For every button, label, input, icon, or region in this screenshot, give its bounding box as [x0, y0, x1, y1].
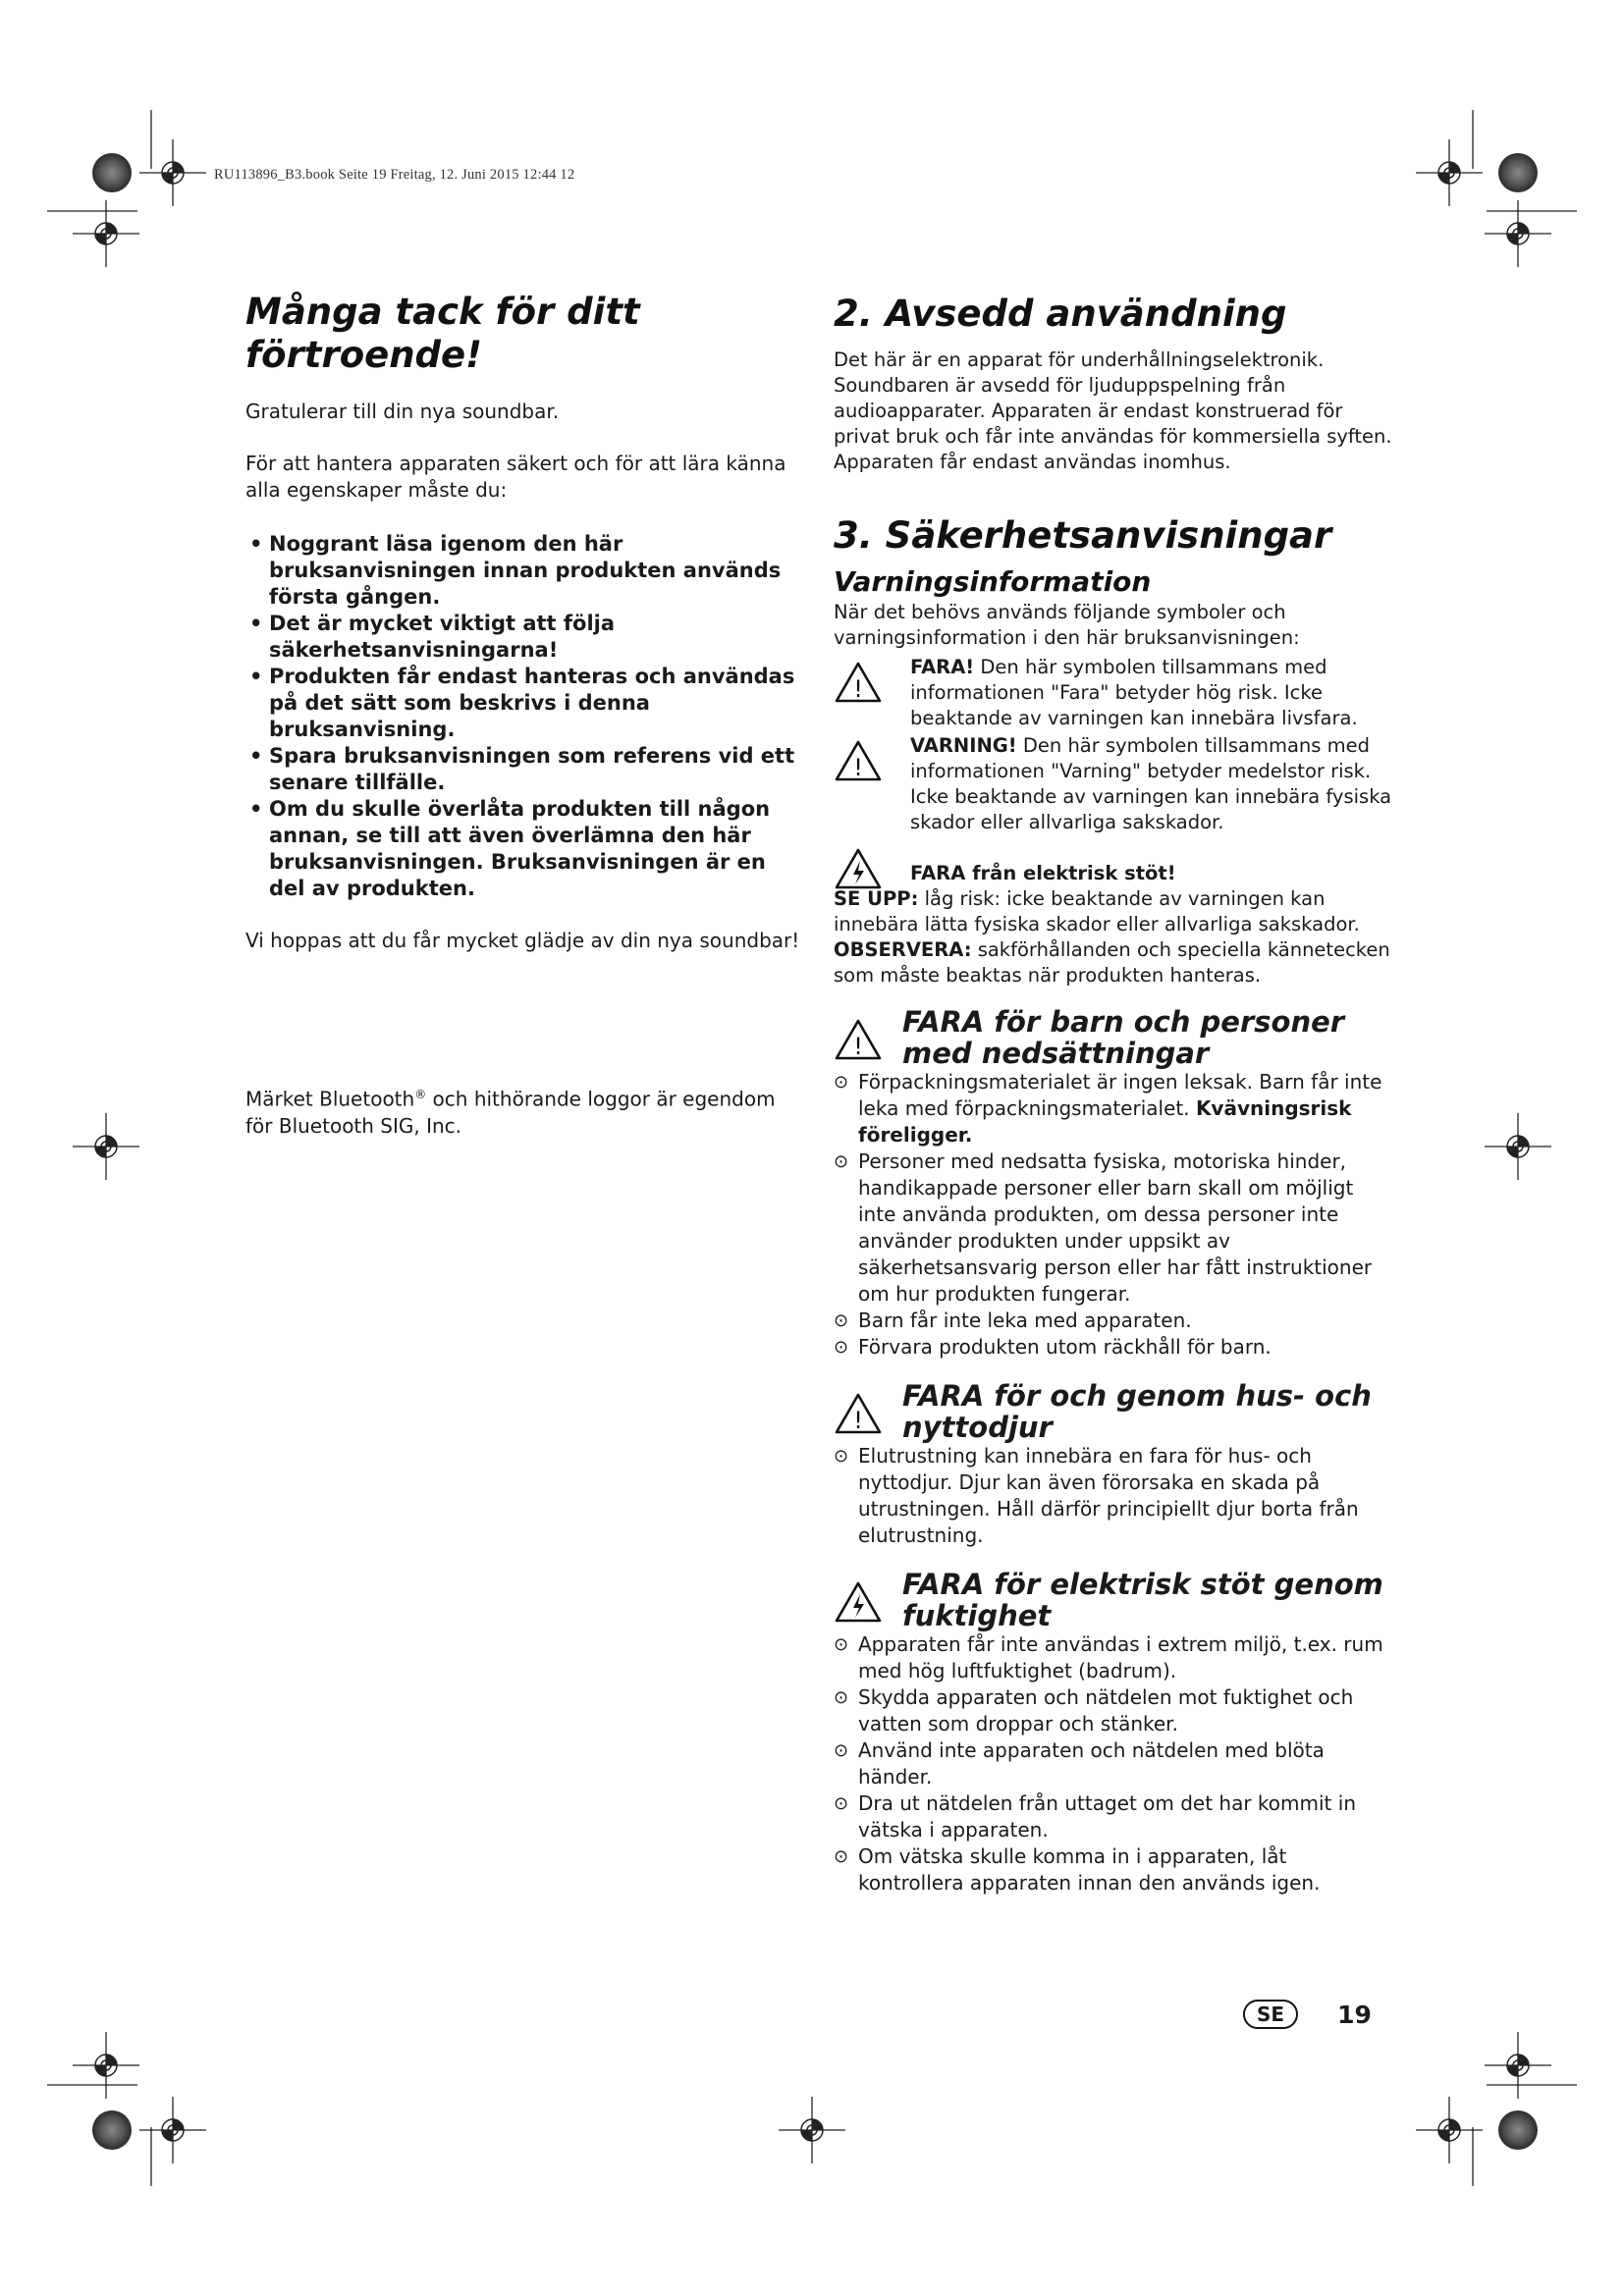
danger-label: FARA! — [910, 656, 975, 678]
trademark-text-start: Märket Bluetooth — [245, 1087, 415, 1111]
animals-hazard-heading — [834, 1380, 1395, 1443]
section-3-title: 3. Säkerhetsanvisningar — [834, 514, 1332, 557]
danger-definition — [834, 655, 1395, 731]
warning-info-intro: När det behövs används följande symboler och varningsinformation i den här bruksanvisningen: — [834, 601, 1300, 649]
svg-text:!: ! — [853, 1407, 863, 1434]
moisture-hazard-title: FARA för elektrisk stöt genom fuktighet — [902, 1568, 1383, 1632]
list-item: • Det är mycket viktigt att följa säkerhetsanvisningarna! — [245, 611, 805, 664]
animals-hazard-title: FARA för och genom hus- och nyttodjur — [902, 1379, 1372, 1444]
note-definition — [834, 937, 1395, 988]
trademark-notice — [245, 1082, 805, 1140]
moisture-hazard-list — [834, 1631, 1395, 1896]
caution-label: SE UPP: — [834, 887, 919, 910]
list-item-text: Förpackningsmaterialet är ingen leksak. Barn får inte leka med förpackningsmaterialet. — [858, 1070, 1382, 1120]
instructions-list — [245, 531, 805, 902]
intro-paragraph: Gratulerar till din nya soundbar. — [245, 400, 560, 423]
right-column — [834, 293, 1395, 1896]
print-header-info: RU113896_B3.book Seite 19 Freitag, 12. Juni 2015 12:44 12 — [214, 167, 575, 183]
registered-symbol: ® — [414, 1088, 427, 1101]
list-item: ⊙ Personer med nedsatta fysiska, motoriska hinder, handikappade personer eller barn skall om möjligt inte använda produkten, om dessa personer inte använder produkten under uppsikt av säkerhetsansvarig person eller har fått instruktioner om hur produkten fungerar. — [834, 1148, 1395, 1308]
language-badge: SE — [1243, 2000, 1298, 2029]
warning-info-heading: Varningsinformation — [834, 565, 1152, 598]
note-text: sakförhållanden och speciella kännetecken som måste beaktas när produkten hanteras. — [834, 938, 1390, 987]
page-title: Många tack för ditt förtroende! — [245, 291, 640, 376]
list-item: • Spara bruksanvisningen som referens vid ett senare tillfälle. — [245, 743, 805, 796]
warning-triangle-icon — [834, 661, 883, 704]
children-hazard-title: FARA för barn och personer med nedsättningar — [902, 1005, 1345, 1070]
section-2-text: Det här är en apparat för underhållningselektronik. Soundbaren är avsedd för ljuduppspelning från audioapparater. Apparaten är endast konstruerad för privat bruk och får inte användas för kommersiella syften. Apparaten får endast användas inomhus. — [834, 348, 1392, 473]
section-2-title: 2. Avsedd användning — [834, 293, 1287, 335]
warning-definition — [834, 733, 1395, 835]
note-label: OBSERVERA: — [834, 938, 972, 961]
list-item: • Produkten får endast hanteras och användas på det sätt som beskrivs i denna bruksanvisning. — [245, 664, 805, 743]
list-item: ⊙ Apparaten får inte användas i extrem miljö, t.ex. rum med hög luftfuktighet (badrum). — [834, 1631, 1395, 1684]
list-item: ⊙ Elutrustning kan innebära en fara för hus- och nyttodjur. Djur kan även förorsaka en skada på utrustningen. Håll därför principiellt djur borta från elutrustning. — [834, 1443, 1395, 1549]
svg-text:!: ! — [853, 1033, 863, 1060]
animals-hazard-list — [834, 1443, 1395, 1549]
warning-label: VARNING! — [910, 734, 1017, 757]
suffocation-risk-text: Kvävningsrisk föreligger. — [858, 1096, 1352, 1147]
left-column — [245, 291, 805, 1140]
caution-definition — [834, 886, 1395, 937]
warning-triangle-icon — [834, 1392, 883, 1435]
list-item: • Noggrant läsa igenom den här bruksanvisningen innan produkten används första gången. — [245, 531, 805, 611]
list-item: ⊙ Förvara produkten utom räckhåll för barn. — [834, 1334, 1395, 1361]
list-item: • Om du skulle överlåta produkten till någon annan, se till att även överlämna den här bruksanvisningen. Bruksanvisningen är en del av produkten. — [245, 796, 805, 902]
electric-hazard-icon — [834, 1580, 883, 1624]
caution-text: låg risk: icke beaktande av varningen kan innebära lätta fysiska skador eller allvarliga sakskador. — [834, 887, 1360, 935]
svg-text:!: ! — [853, 754, 863, 781]
warning-text: Den här symbolen tillsammans med informationen "Varning" betyder medelstor risk. Icke beaktande av varningen kan innebära fysiska skador eller allvarliga sakskador. — [910, 734, 1392, 833]
warning-triangle-icon — [834, 739, 883, 782]
danger-text: Den här symbolen tillsammans med informationen "Fara" betyder hög risk. Icke beaktande av varningen kan innebära livsfara. — [910, 656, 1358, 729]
electric-shock-definition — [834, 847, 1395, 886]
list-item: ⊙ Använd inte apparaten och nätdelen med blöta händer. — [834, 1737, 1395, 1790]
list-item: ⊙ Barn får inte leka med apparaten. — [834, 1308, 1395, 1334]
svg-text:!: ! — [853, 675, 863, 703]
trademark-text-end: och hithörande loggor är egendom för Bluetooth SIG, Inc. — [245, 1087, 776, 1138]
warning-triangle-icon — [834, 1018, 883, 1061]
list-item — [834, 1069, 1395, 1148]
closing-paragraph: Vi hoppas att du får mycket glädje av din nya soundbar! — [245, 929, 800, 952]
electric-hazard-icon — [834, 847, 883, 890]
page-number: 19 — [1337, 2000, 1372, 2029]
list-item: ⊙ Dra ut nätdelen från uttaget om det har kommit in vätska i apparaten. — [834, 1790, 1395, 1843]
children-hazard-heading — [834, 1006, 1395, 1069]
children-hazard-list — [834, 1069, 1395, 1361]
instructions-paragraph: För att hantera apparaten säkert och för att lära känna alla egenskaper måste du: — [245, 452, 786, 502]
moisture-hazard-heading — [834, 1569, 1395, 1631]
electric-shock-label: FARA från elektrisk stöt! — [910, 862, 1176, 884]
page-footer — [1243, 2000, 1372, 2029]
list-item: ⊙ Skydda apparaten och nätdelen mot fuktighet och vatten som droppar och stänker. — [834, 1684, 1395, 1737]
list-item: ⊙ Om vätska skulle komma in i apparaten, låt kontrollera apparaten innan den används igen. — [834, 1843, 1395, 1896]
